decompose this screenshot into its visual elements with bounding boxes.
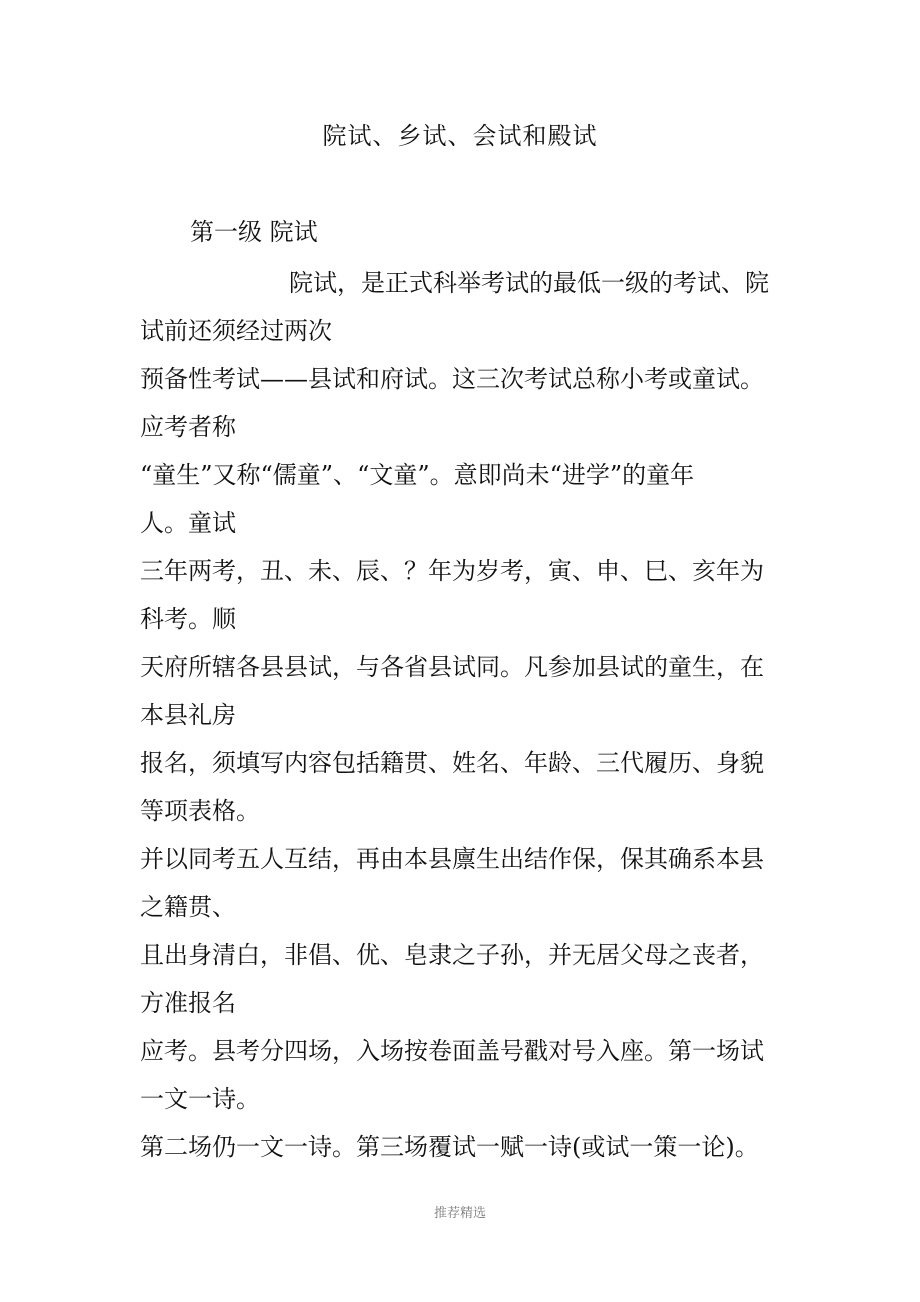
document-title: 院试、乡试、会试和殿试 xyxy=(322,122,598,150)
paragraph-line: 方准报名 xyxy=(140,989,236,1017)
paragraph-line: 应考。县考分四场，入场按卷面盖号戳对号入座。第一场试 xyxy=(140,1037,764,1065)
paragraph-line: “童生”又称“儒童”、“文童”。意即尚未“进学”的童年 xyxy=(140,461,695,489)
paragraph-line: 本县礼房 xyxy=(140,701,236,729)
paragraph-line: 且出身清白，非倡、优、皂隶之子孙，并无居父母之丧者， xyxy=(140,941,764,969)
paragraph-line: 等项表格。 xyxy=(140,797,260,825)
paragraph-line: 一文一诗。 xyxy=(140,1085,260,1113)
paragraph-line: 院试，是正式科举考试的最低一级的考试、院 xyxy=(289,269,769,297)
paragraph-line: 试前还须经过两次 xyxy=(140,317,332,345)
paragraph-line: 报名，须填写内容包括籍贯、姓名、年龄、三代履历、身貌 xyxy=(140,749,764,777)
paragraph-line: 科考。顺 xyxy=(140,605,236,633)
paragraph-line: 应考者称 xyxy=(140,413,236,441)
paragraph-line: 第二场仍一文一诗。第三场覆试一赋一诗(或试一策一论)。 xyxy=(140,1133,759,1161)
paragraph-line: 人。童试 xyxy=(140,509,236,537)
paragraph-line: 天府所辖各县县试，与各省县试同。凡参加县试的童生，在 xyxy=(140,653,764,681)
paragraph-line: 预备性考试——县试和府试。这三次考试总称小考或童试。 xyxy=(140,365,764,393)
page-footer: 推荐精选 xyxy=(433,1206,486,1221)
paragraph-line: 三年两考，丑、未、辰、？年为岁考，寅、申、巳、亥年为 xyxy=(140,557,764,585)
section-heading: 第一级 院试 xyxy=(190,218,318,246)
paragraph-line: 之籍贯、 xyxy=(140,893,236,921)
paragraph-line: 并以同考五人互结，再由本县廪生出结作保，保其确系本县 xyxy=(140,845,764,873)
